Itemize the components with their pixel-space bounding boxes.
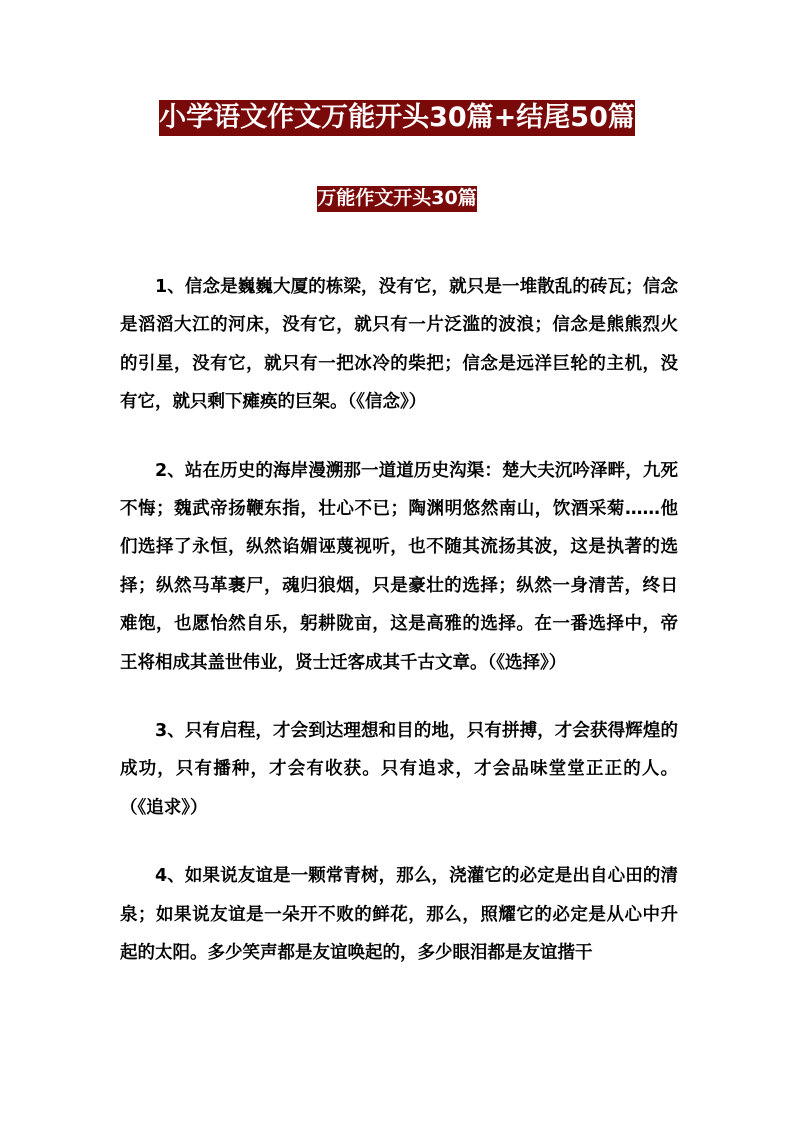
document-body bbox=[120, 268, 678, 1003]
paragraph-3: 3、只有启程，才会到达理想和目的地，只有拼搏，才会获得辉煌的成功，只有播种，才会有收获。只有追求，才会品味堂堂正正的人。（《追求》） bbox=[120, 721, 678, 818]
paragraph-1: 1、信念是巍巍大厦的栋梁，没有它，就只是一堆散乱的砖瓦；信念是滔滔大江的河床，没有它，就只有一片泛滥的波浪；信念是熊熊烈火的引星，没有它，就只有一把冰冷的柴把；信念是远洋巨轮的主机，没有它，就只剩下瘫痪的巨架。（《信念》） bbox=[120, 277, 678, 413]
document-subtitle bbox=[0, 186, 794, 212]
document-subtitle-text: 万能作文开头30篇 bbox=[317, 186, 476, 212]
paragraph-4: 4、如果说友谊是一颗常青树，那么，浇灌它的必定是出自心田的清泉；如果说友谊是一朵开不败的鲜花，那么，照耀它的必定是从心中升起的太阳。多少笑声都是友谊唤起的，多少眼泪都是友谊揩干 bbox=[120, 866, 678, 964]
paragraph-2: 2、站在历史的海岸漫溯那一道道历史沟渠：楚大夫沉吟泽畔，九死不悔；魏武帝扬鞭东指，壮心不已；陶渊明悠然南山，饮酒采菊……他们选择了永恒，纵然谄媚诬蔑视听，也不随其流扬其波，这是执著的选择；纵然马革裹尸，魂归狼烟，只是豪壮的选择；纵然一身清苦，终日难饱，也愿怡然自乐，躬耕陇亩，这是高雅的选择。在一番选择中，帝王将相成其盖世伟业，贤士迁客成其千古文章。（《选择》） bbox=[120, 460, 678, 673]
document-title bbox=[0, 100, 794, 136]
document-title-text: 小学语文作文万能开头30篇+结尾50篇 bbox=[159, 100, 635, 136]
